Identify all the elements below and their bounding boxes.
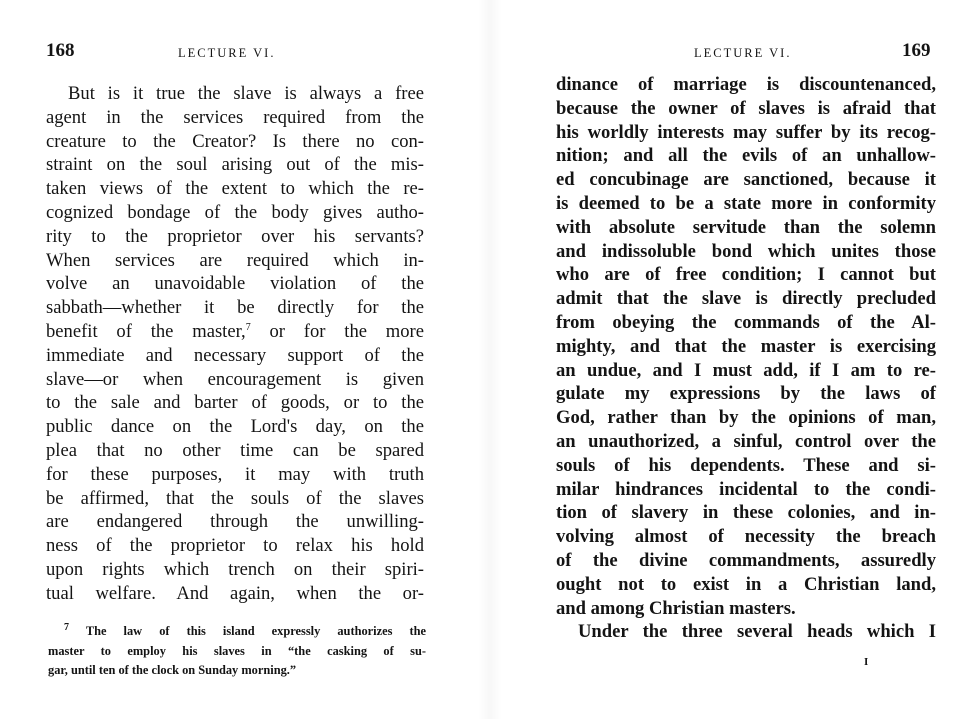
text-line: souls of his dependents. These and si- [556, 454, 936, 476]
text-line: upon rights which trench on their spiri- [46, 558, 424, 580]
left-body-text [46, 82, 424, 606]
text-line: mighty, and that the master is exercising [556, 335, 936, 357]
running-head: LECTURE VI. [694, 46, 792, 60]
text-line: to the sale and barter of goods, or to the [46, 392, 424, 414]
text-line: of the divine commandments, assuredly [556, 549, 936, 571]
text-line: be affirmed, that the souls of the slaves [46, 487, 424, 509]
footnote-line [48, 622, 426, 642]
text-line: with absolute servitude than the solemn [556, 216, 936, 238]
page-number: 169 [902, 40, 931, 61]
text-line: gulate my expressions by the laws of [556, 383, 936, 405]
text-line: is deemed to be a state more in conformity [556, 192, 936, 214]
right-page [490, 0, 980, 719]
text-line: admit that the slave is directly precluded [556, 288, 936, 310]
text-line: ness of the proprietor to relax his hold [46, 535, 424, 557]
text-line: who are of free condition; I cannot but [556, 264, 936, 286]
text-line: taken views of the extent to which the re- [46, 178, 424, 200]
footnote-reference[interactable]: 7 [245, 321, 251, 333]
text-line: plea that no other time can be spared [46, 439, 424, 461]
text-line: his worldly interests may suffer by its recog- [556, 121, 936, 143]
text-line: God, rather than by the opinions of man, [556, 407, 936, 429]
text-line: an undue, and I must add, if I am to re- [556, 359, 936, 381]
text-line: slave—or when encouragement is given [46, 368, 424, 390]
right-body-text [556, 73, 936, 644]
text-line: ought not to exist in a Christian land, [556, 573, 936, 595]
text-line: tion of slavery in these colonies, and in- [556, 502, 936, 524]
text-line: agent in the services required from the [46, 106, 424, 128]
text-line: But is it true the slave is always a free [68, 83, 424, 104]
text-line: nition; and all the evils of an unhallow- [556, 145, 936, 167]
paragraph-end-line: and among Christian masters. [556, 597, 796, 619]
text-line: dinance of marriage is discountenanced, [556, 74, 936, 95]
signature-mark: I [864, 656, 869, 668]
text-line: immediate and necessary support of the [46, 344, 424, 366]
text-line: rity to the proprietor over his servants? [46, 225, 424, 247]
text-line: are endangered through the unwilling- [46, 511, 424, 533]
footnote-line: gar, until ten of the clock on Sunday morning.” [48, 663, 297, 678]
text-line: volve an unavoidable violation of the [46, 273, 424, 295]
text-line: Under the three several heads which I [578, 621, 936, 643]
text-line: volving almost of necessity the breach [556, 526, 936, 548]
page-number: 168 [46, 40, 75, 61]
footnote [48, 622, 426, 681]
text-line: straint on the soul arising out of the mis- [46, 154, 424, 176]
text-line: tual welfare. And again, when the or- [46, 582, 424, 604]
running-head: LECTURE VI. [178, 46, 276, 60]
text-line: because the owner of slaves is afraid that [556, 97, 936, 119]
text-fragment: The law of this island expressly authorizes the [69, 624, 426, 638]
text-line: for these purposes, it may with truth [46, 463, 424, 485]
text-fragment: benefit of the master, [46, 320, 246, 342]
footnote-line: master to employ his slaves in “the casking of su- [48, 643, 426, 658]
text-line: public dance on the Lord's day, on the [46, 416, 424, 438]
text-line-with-footnote-ref [46, 320, 424, 344]
text-line: ed concubinage are sanctioned, because it [556, 169, 936, 191]
text-line: When services are required which in- [46, 249, 424, 271]
text-line: cognized bondage of the body gives autho- [46, 201, 424, 223]
text-line: milar hindrances incidental to the condi- [556, 478, 936, 500]
footnote-mark: 7 [64, 621, 69, 633]
text-line: an unauthorized, a sinful, control over the [556, 430, 936, 452]
text-line: creature to the Creator? Is there no con- [46, 130, 424, 152]
text-line: sabbath—whether it be directly for the [46, 297, 424, 319]
text-fragment: or for the more [250, 320, 424, 342]
text-line: and indissoluble bond which unites those [556, 240, 936, 262]
text-line: from obeying the commands of the Al- [556, 311, 936, 333]
